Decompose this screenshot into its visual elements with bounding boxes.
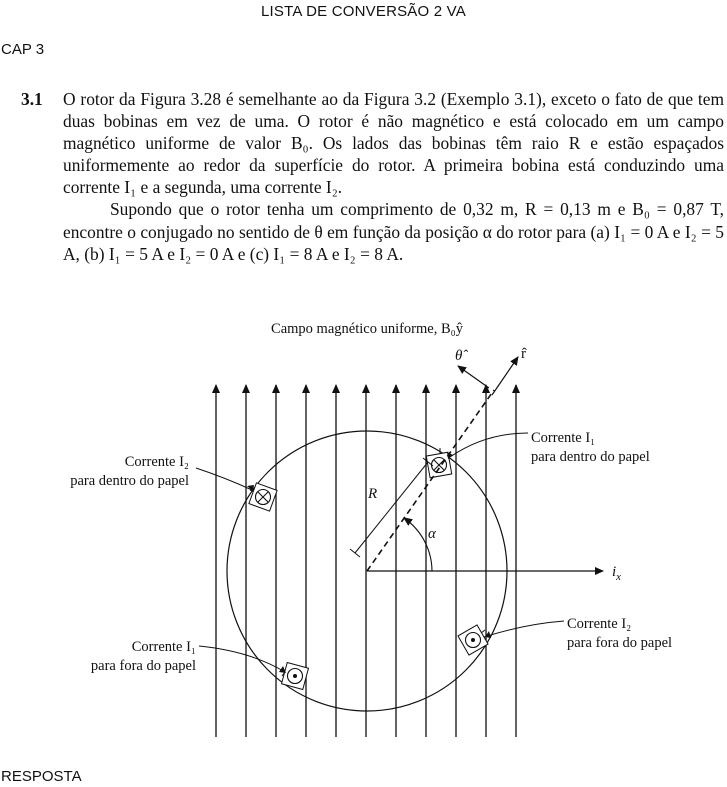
coil-i1-out-label-line2: para fora do papel	[90, 658, 196, 674]
radial-dashed-line	[367, 390, 494, 571]
answer-label: RESPOSTA	[1, 768, 82, 785]
coil-i2-out-symbol	[458, 625, 488, 655]
field-lines	[216, 385, 516, 737]
leader-i1-out	[199, 646, 285, 672]
leader-i2-out	[484, 621, 564, 637]
radius-label: R	[368, 486, 378, 502]
x-axis-label: $i_x$	[612, 564, 622, 583]
r-hat-label: r̂	[521, 346, 526, 362]
coil-i1-in-label-line1: Corrente I₁	[531, 430, 596, 446]
problem-number: 3.1	[21, 89, 43, 109]
coil-i2-in-label-line2: para dentro do papel	[70, 473, 189, 489]
document-title: LISTA DE CONVERSÃO 2 VA	[261, 3, 466, 20]
chapter-label: CAP 3	[1, 41, 45, 58]
r-hat-arrow	[492, 357, 518, 395]
coil-i1-in-label-line2: para dentro do papel	[531, 449, 650, 465]
theta-hat-label: θ̂	[455, 348, 463, 364]
problem-paragraph-1: O rotor da Figura 3.28 é semelhante ao da Figura 3.2 (Exemplo 3.1), exceto o fato de que tem duas bobinas em vez de uma. O rotor é não magnético e está colocado em um campo magnético uniforme de valor B₀. Os lados das bobinas têm raio R e estão espaçados uniformemente ao redor da superfície do rotor. A primeira bobina está conduzindo uma corrente I₁ e a segunda, uma corrente I₂.	[63, 89, 724, 198]
leader-i2-in	[196, 468, 252, 490]
coil-i2-out-label-line1: Corrente I₂	[567, 616, 632, 632]
coil-i2-in-label-line1: Corrente I₂	[124, 454, 189, 470]
problem-paragraph-2: Supondo que o rotor tenha um comprimento de 0,32 m, R = 0,13 m e B₀ = 0,87 T, encontre o conjugado no sentido de θ em função da posição α do rotor para (a) I₁ = 0 A e I₂ = 5 A, (b) I₁ = 5 A e I₂ = 0 A e (c) I₁ = 8 A e I₂ = 8 A.	[63, 199, 724, 264]
coil-windings	[250, 448, 485, 676]
coil-i1-out-label-line1: Corrente I₁	[131, 639, 196, 655]
radius-indicator	[350, 458, 433, 557]
theta-hat-arrow	[458, 366, 489, 388]
figure-title: Campo magnético uniforme, B₀ŷ	[271, 321, 463, 337]
alpha-label: α	[428, 526, 436, 542]
coil-i2-out-label-line2: para fora do papel	[567, 635, 673, 651]
